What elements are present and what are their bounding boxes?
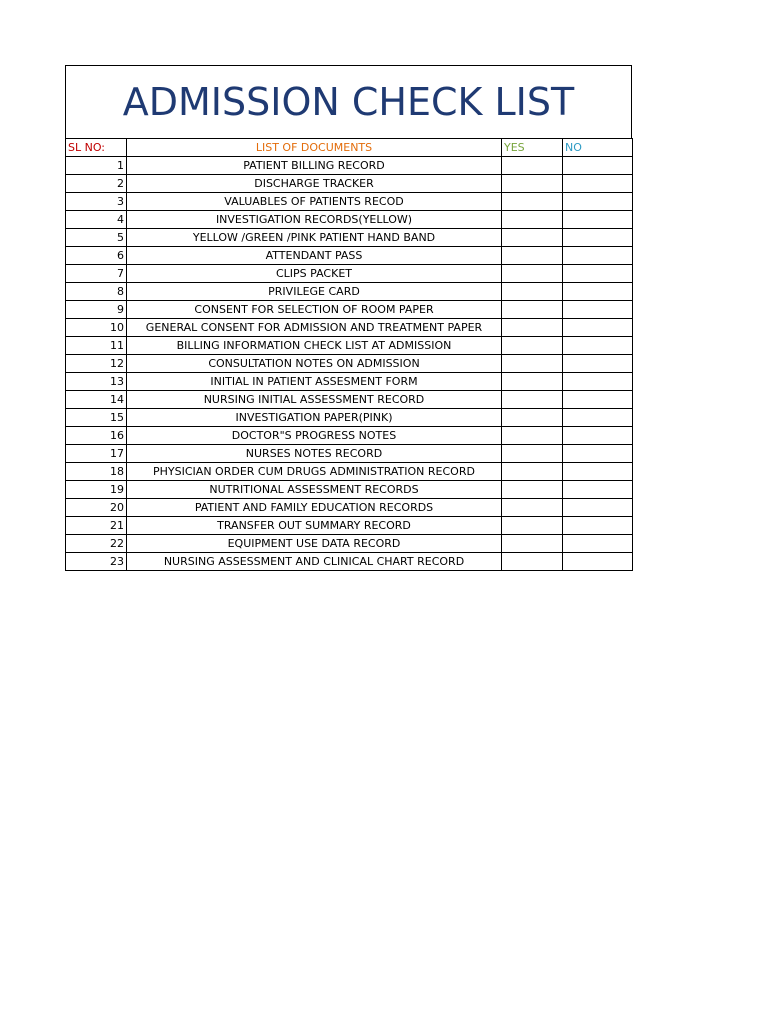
document-name-cell: NURSING ASSESSMENT AND CLINICAL CHART RECORD [127,553,502,571]
yes-checkbox-cell[interactable] [502,427,563,445]
document-name-cell: PRIVILEGE CARD [127,283,502,301]
table-row [66,409,633,427]
table-row [66,193,633,211]
sl-no-cell: 16 [66,427,127,445]
table-row [66,517,633,535]
sl-no-cell: 8 [66,283,127,301]
table-row [66,427,633,445]
table-row [66,463,633,481]
no-checkbox-cell[interactable] [563,427,633,445]
document-name-cell: INITIAL IN PATIENT ASSESMENT FORM [127,373,502,391]
sl-no-cell: 3 [66,193,127,211]
table-row [66,535,633,553]
document-name-cell: CONSULTATION NOTES ON ADMISSION [127,355,502,373]
no-checkbox-cell[interactable] [563,355,633,373]
sl-no-cell: 15 [66,409,127,427]
table-row [66,553,633,571]
sl-no-cell: 23 [66,553,127,571]
document-name-cell: TRANSFER OUT SUMMARY RECORD [127,517,502,535]
table-row [66,373,633,391]
table-row [66,157,633,175]
table-row [66,211,633,229]
document-name-cell: NUTRITIONAL ASSESSMENT RECORDS [127,481,502,499]
no-checkbox-cell[interactable] [563,229,633,247]
document-name-cell: CLIPS PACKET [127,265,502,283]
sl-no-cell: 13 [66,373,127,391]
no-checkbox-cell[interactable] [563,301,633,319]
page-title: ADMISSION CHECK LIST [122,80,575,124]
yes-checkbox-cell[interactable] [502,175,563,193]
no-checkbox-cell[interactable] [563,481,633,499]
table-row [66,283,633,301]
no-checkbox-cell[interactable] [563,265,633,283]
yes-checkbox-cell[interactable] [502,373,563,391]
no-checkbox-cell[interactable] [563,247,633,265]
sl-no-cell: 10 [66,319,127,337]
no-checkbox-cell[interactable] [563,553,633,571]
yes-checkbox-cell[interactable] [502,445,563,463]
no-checkbox-cell[interactable] [563,193,633,211]
sl-no-cell: 4 [66,211,127,229]
sl-no-cell: 21 [66,517,127,535]
no-checkbox-cell[interactable] [563,175,633,193]
yes-checkbox-cell[interactable] [502,337,563,355]
no-checkbox-cell[interactable] [563,517,633,535]
document-name-cell: GENERAL CONSENT FOR ADMISSION AND TREATMENT PAPER [127,319,502,337]
yes-checkbox-cell[interactable] [502,265,563,283]
document-name-cell: NURSING INITIAL ASSESSMENT RECORD [127,391,502,409]
yes-checkbox-cell[interactable] [502,229,563,247]
yes-checkbox-cell[interactable] [502,355,563,373]
yes-checkbox-cell[interactable] [502,481,563,499]
header-no: NO [563,139,633,157]
table-row [66,301,633,319]
document-name-cell: DOCTOR"S PROGRESS NOTES [127,427,502,445]
document-name-cell: CONSENT FOR SELECTION OF ROOM PAPER [127,301,502,319]
header-row [66,139,633,157]
sl-no-cell: 2 [66,175,127,193]
document-name-cell: ATTENDANT PASS [127,247,502,265]
yes-checkbox-cell[interactable] [502,211,563,229]
yes-checkbox-cell[interactable] [502,157,563,175]
sl-no-cell: 22 [66,535,127,553]
no-checkbox-cell[interactable] [563,373,633,391]
sl-no-cell: 19 [66,481,127,499]
yes-checkbox-cell[interactable] [502,391,563,409]
checklist-body [66,157,633,571]
header-yes: YES [502,139,563,157]
sl-no-cell: 11 [66,337,127,355]
table-row [66,337,633,355]
yes-checkbox-cell[interactable] [502,535,563,553]
yes-checkbox-cell[interactable] [502,463,563,481]
yes-checkbox-cell[interactable] [502,283,563,301]
document-name-cell: PATIENT AND FAMILY EDUCATION RECORDS [127,499,502,517]
sl-no-cell: 12 [66,355,127,373]
yes-checkbox-cell[interactable] [502,553,563,571]
checklist-table [65,138,633,571]
yes-checkbox-cell[interactable] [502,301,563,319]
document-name-cell: EQUIPMENT USE DATA RECORD [127,535,502,553]
table-row [66,247,633,265]
yes-checkbox-cell[interactable] [502,409,563,427]
no-checkbox-cell[interactable] [563,499,633,517]
no-checkbox-cell[interactable] [563,283,633,301]
document-name-cell: DISCHARGE TRACKER [127,175,502,193]
admission-checklist-sheet [65,65,632,571]
document-name-cell: INVESTIGATION RECORDS(YELLOW) [127,211,502,229]
table-row [66,445,633,463]
sl-no-cell: 17 [66,445,127,463]
sl-no-cell: 9 [66,301,127,319]
sl-no-cell: 5 [66,229,127,247]
no-checkbox-cell[interactable] [563,535,633,553]
table-row [66,229,633,247]
yes-checkbox-cell[interactable] [502,319,563,337]
document-name-cell: PHYSICIAN ORDER CUM DRUGS ADMINISTRATION RECORD [127,463,502,481]
no-checkbox-cell[interactable] [563,157,633,175]
title-cell [65,65,632,138]
yes-checkbox-cell[interactable] [502,247,563,265]
table-row [66,265,633,283]
table-row [66,319,633,337]
header-sl-no: SL NO: [66,139,127,157]
yes-checkbox-cell[interactable] [502,193,563,211]
header-list-of-documents: LIST OF DOCUMENTS [127,139,502,157]
no-checkbox-cell[interactable] [563,211,633,229]
no-checkbox-cell[interactable] [563,319,633,337]
sl-no-cell: 6 [66,247,127,265]
no-checkbox-cell[interactable] [563,463,633,481]
table-row [66,175,633,193]
sl-no-cell: 18 [66,463,127,481]
sl-no-cell: 20 [66,499,127,517]
table-row [66,481,633,499]
document-name-cell: INVESTIGATION PAPER(PINK) [127,409,502,427]
sl-no-cell: 1 [66,157,127,175]
document-name-cell: BILLING INFORMATION CHECK LIST AT ADMISSION [127,337,502,355]
document-name-cell: NURSES NOTES RECORD [127,445,502,463]
no-checkbox-cell[interactable] [563,391,633,409]
table-row [66,391,633,409]
yes-checkbox-cell[interactable] [502,517,563,535]
yes-checkbox-cell[interactable] [502,499,563,517]
document-name-cell: PATIENT BILLING RECORD [127,157,502,175]
document-name-cell: YELLOW /GREEN /PINK PATIENT HAND BAND [127,229,502,247]
document-name-cell: VALUABLES OF PATIENTS RECOD [127,193,502,211]
sl-no-cell: 14 [66,391,127,409]
no-checkbox-cell[interactable] [563,409,633,427]
no-checkbox-cell[interactable] [563,337,633,355]
table-row [66,355,633,373]
sl-no-cell: 7 [66,265,127,283]
table-row [66,499,633,517]
no-checkbox-cell[interactable] [563,445,633,463]
